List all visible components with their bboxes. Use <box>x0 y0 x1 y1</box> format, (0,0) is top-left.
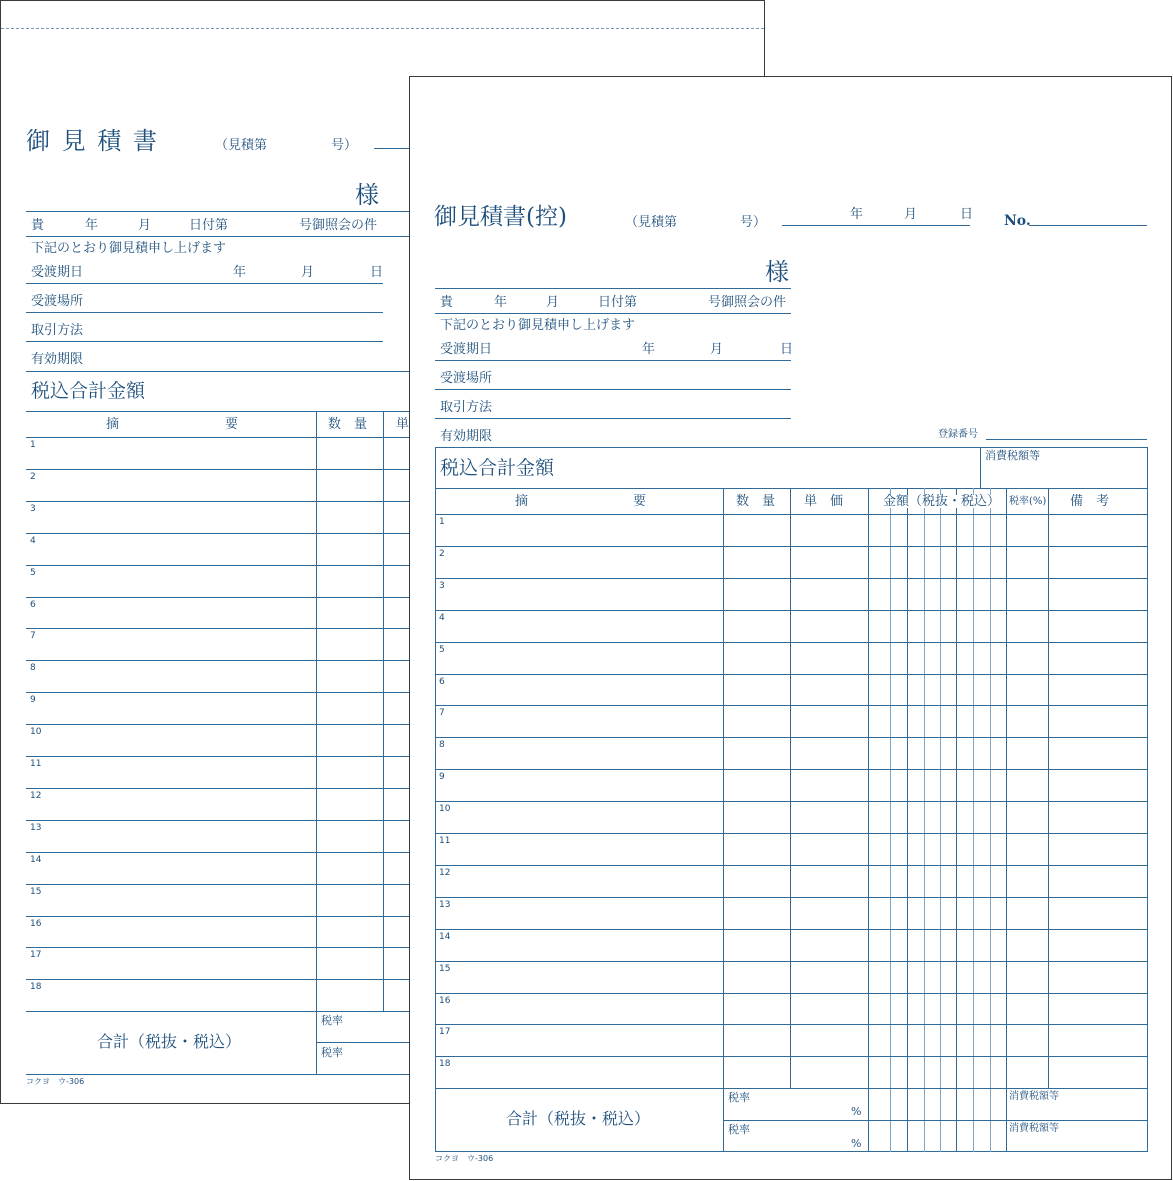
row-number: 12 <box>439 867 451 878</box>
row-divider <box>26 852 410 853</box>
tax-percent-1: % <box>851 1105 862 1118</box>
row-number: 5 <box>439 644 445 655</box>
row-divider <box>26 724 410 725</box>
consumption-tax-2: 消費税額等 <box>1009 1123 1059 1134</box>
row-divider <box>435 546 1148 547</box>
year-label: 年 <box>494 295 508 310</box>
intro-text: 下記のとおり御見積申し上げます <box>440 318 636 333</box>
row-divider <box>435 897 1148 898</box>
col-remarks: 備 考 <box>1070 494 1110 509</box>
row-number: 4 <box>439 612 445 623</box>
row-number: 16 <box>439 995 451 1006</box>
tax-percent-2: % <box>851 1137 862 1150</box>
row-divider <box>435 769 1148 770</box>
row-number: 18 <box>439 1059 451 1070</box>
registration-label: 登録番号 <box>938 429 978 440</box>
items-table <box>435 488 1148 1152</box>
row-number: 1 <box>30 440 36 450</box>
row-divider <box>26 979 410 980</box>
issue-year: 年 <box>850 207 864 222</box>
row-number: 17 <box>30 950 42 961</box>
product-code: コクヨ ウ-306 <box>26 1077 85 1086</box>
row-number: 14 <box>30 854 42 865</box>
sum-label: 合計（税抜・税込） <box>97 1032 242 1051</box>
consumption-tax-label: 消費税額等 <box>985 449 1040 462</box>
row-number: 8 <box>30 663 36 674</box>
col-quantity: 数 量 <box>328 417 368 432</box>
row-divider <box>435 737 1148 738</box>
row-number: 6 <box>30 599 36 610</box>
form-title: 御見積書(控) <box>434 204 567 230</box>
tax-rate-1: 税率 <box>321 1014 343 1027</box>
digit-separator <box>956 488 957 1152</box>
row-number: 9 <box>30 695 36 706</box>
delivery-year: 年 <box>233 265 247 280</box>
row-number: 9 <box>439 772 445 783</box>
row-number: 4 <box>30 535 36 546</box>
col-tax-rate: 税率(%) <box>1009 496 1047 507</box>
form-title: 御 見 積 書 <box>26 127 159 155</box>
row-number: 15 <box>439 963 451 974</box>
row-divider <box>26 628 410 629</box>
row-number: 2 <box>30 471 36 482</box>
col-description-b: 要 <box>225 417 239 432</box>
row-number: 18 <box>30 982 42 993</box>
year-label: 年 <box>85 218 99 233</box>
month-label: 月 <box>546 295 560 310</box>
estimate-no-suffix: 号） <box>331 138 358 153</box>
number-label: No. <box>1004 213 1031 229</box>
delivery-day: 日 <box>370 265 384 280</box>
row-divider <box>435 961 1148 962</box>
payment-label: 取引方法 <box>440 400 493 415</box>
row-divider <box>26 916 410 917</box>
sum-label: 合計（税抜・税込） <box>506 1109 651 1128</box>
consumption-tax-1: 消費税額等 <box>1009 1091 1059 1102</box>
row-number: 8 <box>439 740 445 751</box>
intro-text: 下記のとおり御見積申し上げます <box>31 241 227 256</box>
row-divider <box>26 660 410 661</box>
digit-separator <box>973 488 974 1152</box>
recipient-honorific: 様 <box>355 181 379 209</box>
row-number: 12 <box>30 790 42 801</box>
validity-label: 有効期限 <box>31 352 84 367</box>
digit-separator <box>890 488 891 1152</box>
col-description-a: 摘 <box>515 494 529 509</box>
delivery-month: 月 <box>710 342 724 357</box>
col-unit-price: 単 価 <box>804 494 844 509</box>
delivery-year: 年 <box>642 342 656 357</box>
row-number: 11 <box>439 836 451 846</box>
row-divider <box>435 929 1148 930</box>
delivery-month: 月 <box>301 265 315 280</box>
perforation-line <box>1 28 764 29</box>
row-divider <box>26 884 410 885</box>
row-divider <box>435 578 1148 579</box>
row-divider <box>26 820 410 821</box>
row-number: 7 <box>439 708 445 719</box>
digit-separator <box>990 488 991 1152</box>
col-quantity: 数 量 <box>736 494 776 509</box>
row-number: 2 <box>439 548 445 559</box>
row-number: 1 <box>439 517 445 527</box>
col-unit: 単 <box>396 417 410 432</box>
issue-month: 月 <box>904 207 918 222</box>
row-divider <box>435 610 1148 611</box>
row-number: 11 <box>30 759 42 769</box>
issue-day: 日 <box>960 207 974 222</box>
delivery-place-label: 受渡場所 <box>31 294 84 309</box>
payment-label: 取引方法 <box>31 323 84 338</box>
tax-rate-2: 税率 <box>728 1123 750 1136</box>
digit-separator <box>924 488 925 1152</box>
tax-rate-1: 税率 <box>728 1091 750 1104</box>
delivery-day: 日 <box>780 342 794 357</box>
row-number: 3 <box>439 580 445 591</box>
tax-rate-2: 税率 <box>321 1046 343 1059</box>
row-divider <box>26 947 410 948</box>
row-number: 16 <box>30 918 42 929</box>
row-divider <box>435 1024 1148 1025</box>
row-divider <box>26 788 410 789</box>
inquiry-label: 号御照会の件 <box>299 218 378 233</box>
row-divider <box>26 501 410 502</box>
estimate-no-suffix: 号） <box>740 215 767 230</box>
digit-separator <box>940 488 941 1152</box>
validity-label: 有効期限 <box>440 429 493 444</box>
recipient-honorific: 様 <box>765 258 789 286</box>
row-divider <box>435 993 1148 994</box>
row-number: 14 <box>439 931 451 942</box>
recipient-line <box>26 211 410 212</box>
row-number: 13 <box>30 822 42 833</box>
col-description-a: 摘 <box>106 417 120 432</box>
delivery-place-label: 受渡場所 <box>440 371 493 386</box>
row-divider <box>435 705 1148 706</box>
row-divider <box>435 833 1148 834</box>
row-divider <box>435 865 1148 866</box>
month-label: 月 <box>138 218 152 233</box>
row-divider <box>435 1056 1148 1057</box>
row-divider <box>26 533 410 534</box>
total-label: 税込合計金額 <box>31 380 146 402</box>
digit-separator <box>907 488 908 1152</box>
row-number: 17 <box>439 1027 451 1038</box>
row-number: 13 <box>439 899 451 910</box>
col-description-b: 要 <box>633 494 647 509</box>
product-code: コクヨ ウ-306 <box>435 1154 494 1163</box>
col-amount: 金額（税抜・税込） <box>883 494 1001 509</box>
ki-label: 貴 <box>440 295 454 310</box>
inquiry-label: 号御照会の件 <box>708 295 787 310</box>
row-divider <box>26 469 410 470</box>
row-number: 15 <box>30 886 42 897</box>
ki-label: 貴 <box>31 218 45 233</box>
row-divider <box>26 756 410 757</box>
estimate-no-label: （見積第 <box>625 215 678 230</box>
row-divider <box>435 674 1148 675</box>
date-no-label: 日付第 <box>189 218 229 233</box>
delivery-date-label: 受渡期日 <box>440 342 493 357</box>
row-number: 7 <box>30 631 36 642</box>
date-no-label: 日付第 <box>598 295 638 310</box>
row-number: 6 <box>439 676 445 687</box>
row-divider <box>435 642 1148 643</box>
row-number: 3 <box>30 503 36 514</box>
total-label: 税込合計金額 <box>440 457 555 479</box>
row-number: 10 <box>30 727 42 738</box>
row-divider <box>435 801 1148 802</box>
row-divider <box>26 692 410 693</box>
estimate-no-label: （見積第 <box>215 138 268 153</box>
row-divider <box>26 565 410 566</box>
row-number: 5 <box>30 567 36 578</box>
row-divider <box>26 597 410 598</box>
row-number: 10 <box>439 804 451 815</box>
estimate-form-copy <box>409 76 1172 1180</box>
delivery-date-label: 受渡期日 <box>31 265 84 280</box>
